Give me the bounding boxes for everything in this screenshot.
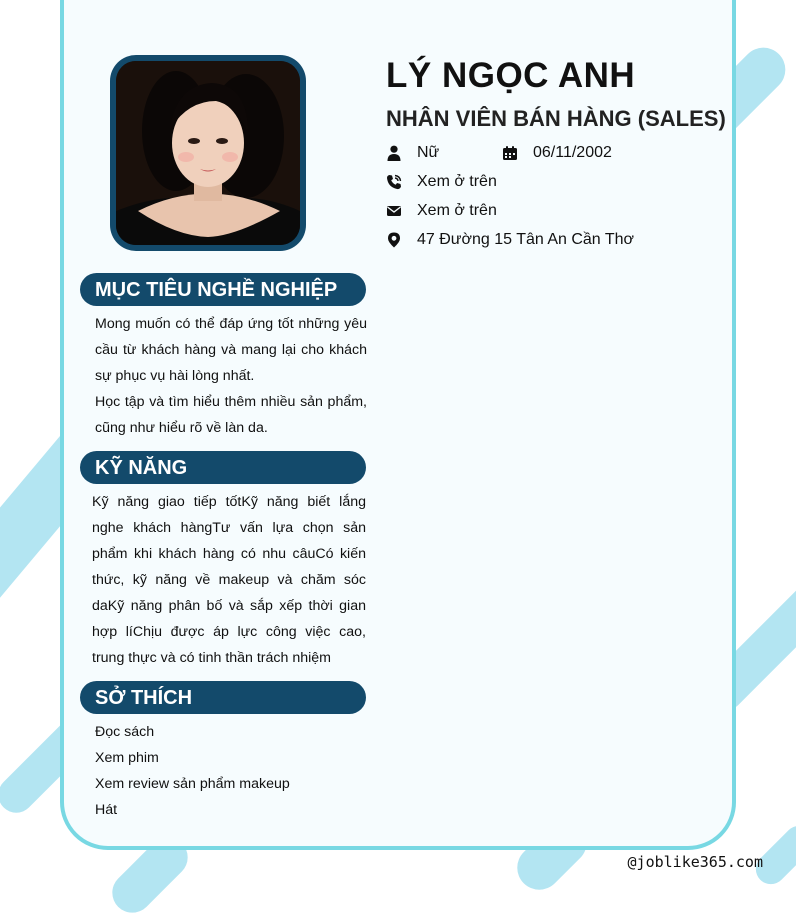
envelope-icon xyxy=(386,203,402,219)
map-pin-icon xyxy=(386,232,402,248)
objective-heading: MỤC TIÊU NGHỀ NGHIỆP xyxy=(80,273,366,306)
user-icon xyxy=(386,145,402,161)
birthdate-value: 06/11/2002 xyxy=(533,144,612,161)
hobby-item: Hát xyxy=(95,802,118,818)
objective-paragraph-1: Mong muốn có thể đáp ứng tốt những yêu cầu từ khách hàng và mang lại cho khách sự phục vụ hài lòng nhất. xyxy=(95,316,367,384)
phone-icon xyxy=(386,174,402,190)
calendar-icon xyxy=(502,145,518,161)
skills-paragraph: Kỹ năng giao tiếp tốtKỹ năng biết lắng nghe khách hàngTư vấn lựa chọn sản phẩm khi khách hàng có nhu câuCó kiến thức, kỹ năng về makeup và chăm sóc daKỹ năng phân bố và sắp xếp thời gian hợp líChịu được áp lực công việc cao, trung thực và có tinh thần trách nhiệm xyxy=(92,494,366,666)
candidate-name: LÝ NGỌC ANH xyxy=(386,56,636,95)
skills-heading: KỸ NĂNG xyxy=(80,451,366,484)
hobby-item: Đọc sách xyxy=(95,724,155,740)
avatar-frame xyxy=(110,55,306,251)
phone-row xyxy=(386,173,497,191)
hobby-item: Xem phim xyxy=(95,750,159,766)
portrait-illustration xyxy=(116,61,300,245)
avatar xyxy=(116,61,300,245)
hobbies-heading: SỞ THÍCH xyxy=(80,681,366,714)
gender-value: Nữ xyxy=(417,144,440,161)
objective-paragraph-2: Học tập và tìm hiểu thêm nhiều sản phẩm, cũng như hiểu rõ về làn da. xyxy=(95,394,367,436)
email-value: Xem ở trên xyxy=(417,202,497,219)
phone-value: Xem ở trên xyxy=(417,173,497,190)
hobby-item: Xem review sản phẩm makeup xyxy=(95,776,290,792)
email-row xyxy=(386,202,497,220)
birthdate-row xyxy=(502,144,612,162)
job-title: NHÂN VIÊN BÁN HÀNG (SALES) xyxy=(386,106,726,131)
address-value: 47 Đường 15 Tân An Cần Thơ xyxy=(417,231,635,248)
gender-row xyxy=(386,144,439,162)
watermark: @joblike365.com xyxy=(627,853,763,871)
address-row xyxy=(386,231,634,249)
